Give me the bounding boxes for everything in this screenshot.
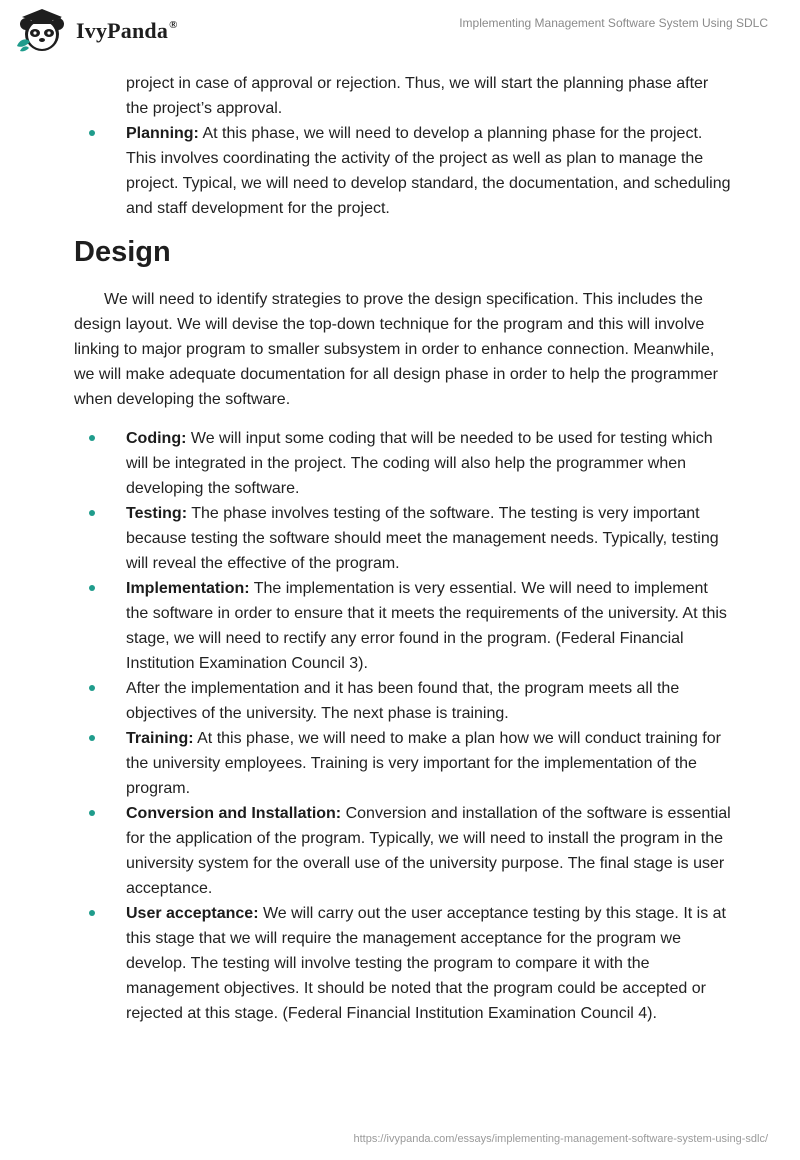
bullet-icon [89,735,95,741]
item-label: Planning: [126,125,199,142]
phase-list [74,426,734,1026]
bullet-text: The implementation is very essential. We will need to implement the software in order to ensure that it meets the requirements of the university. At this stage, we will need to rectify any error found in the program. (Federal Financial Institution Examination Council 3). [126,580,727,672]
essay-content [74,71,734,1026]
list-item [74,426,734,501]
list-item [74,71,734,121]
brand-logo[interactable] [14,8,178,54]
bullet-icon [89,130,95,136]
heading-design: Design [74,236,171,268]
panda-logo-icon [14,8,70,54]
design-paragraph: We will need to identify strategies to prove the design specification. This includes the design layout. We will devise the top-down technique for the program and this will involve linking to major program to smaller subsystem in order to enhance connection. Meanwhile, we will make adequate documentation for all design phase in order to help the programmer when developing the software. [74,291,718,408]
item-label: Testing: [126,505,188,522]
item-label: Coding: [126,430,187,447]
bullet-text: Conversion and installation of the software is essential for the application of the program. Typically, we will need to install the program in the university system for the overall use of the university purpose. The final stage is user acceptance. [126,805,731,897]
bullet-text: After the implementation and it has been found that, the program meets all the objectives of the university. The next phase is training. [126,680,680,722]
item-label: Implementation: [126,580,250,597]
brand-name: IvyPanda® [76,18,178,43]
list-item [74,121,734,221]
bullet-text: We will carry out the user acceptance testing by this stage. It is at this stage that we will require the management acceptance for the program we develop. The testing will involve testing the program to compare it with the management objectives. It should be noted that the program could be accepted or rejected at this stage. (Federal Financial Institution Examination Council 4). [126,905,726,1022]
list-item [74,801,734,901]
bullet-text: The phase involves testing of the software. The testing is very important because testing the software should meet the management needs. Typically, testing will reveal the effective of the program. [126,505,719,572]
source-url-link[interactable]: https://ivypanda.com/essays/implementing-management-software-system-using-sdlc/ [353,1133,768,1145]
item-label: Training: [126,730,194,747]
bullet-text: project in case of approval or rejection. Thus, we will start the planning phase after the project’s approval. [126,75,709,117]
bullet-text: At this phase, we will need to make a plan how we will conduct training for the university employees. Training is very important for the implementation of the program. [126,730,721,797]
bullet-text: At this phase, we will need to develop a planning phase for the project. This involves coordinating the activity of the project as well as plan to manage the project. Typical, we will need to develop standard, the documentation, and scheduling and staff development for the project. [126,125,731,217]
item-label: Conversion and Installation: [126,805,342,822]
bullet-icon [89,585,95,591]
list-item [74,901,734,1026]
bullet-text: We will input some coding that will be needed to be used for testing which will be integrated in the project. The coding will also help the programmer when developing the software. [126,430,713,497]
page-header [0,0,800,62]
section-heading [74,234,734,270]
bullet-icon [89,810,95,816]
list-item [74,676,734,726]
bullet-icon [89,435,95,441]
document-title: Implementing Management Software System Using SDLC [459,16,768,30]
bullet-icon [89,910,95,916]
list-item [74,501,734,576]
list-item [74,576,734,676]
bullet-icon [89,685,95,691]
item-label: User acceptance: [126,905,259,922]
list-item [74,726,734,801]
bullet-icon [89,510,95,516]
